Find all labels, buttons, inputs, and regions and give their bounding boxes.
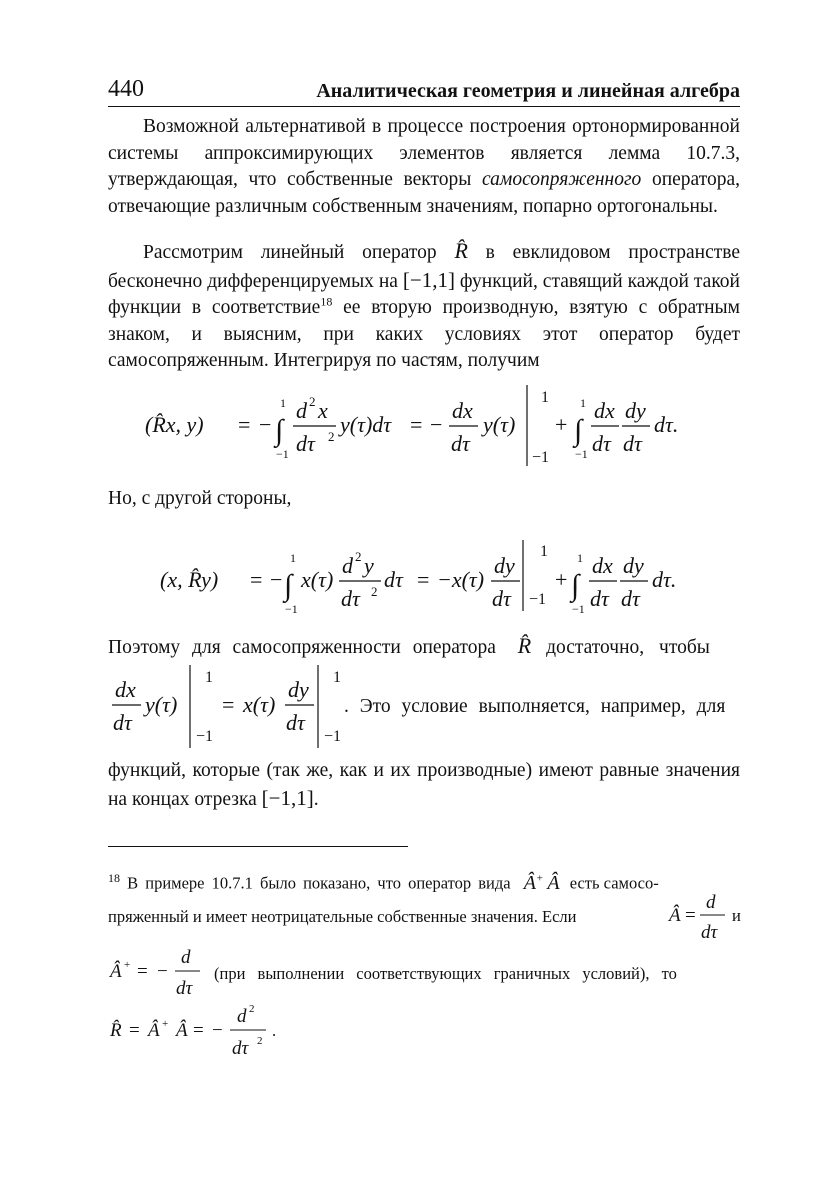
operator-r-hat-2: R̂ [517,633,532,658]
paragraph-2 [108,238,740,375]
fn-aplus-hat: Â [110,961,122,982]
eq1-minus1: − [259,412,272,437]
page-header [108,76,740,107]
eq2-minus1: − [270,567,283,592]
eq1-d2x-2: 2 [309,394,316,409]
fn-r-a: Â [176,1020,188,1041]
footnote-number: 18 [108,871,120,886]
eq1-bar-low: −1 [532,449,550,466]
fn-aplus-d: d [181,947,191,968]
eq1-d2x-x: x [318,398,328,423]
eq1-lhs: (R̂x, y) [145,412,204,437]
eq1-dx: dx [452,398,473,423]
fn-t2b: пряженный и имеет неотрицательные собственные значения. Если [108,907,577,926]
p4-t3: . Это условие выполняется, например, для [344,696,726,717]
eq1-dtau2: dτ [296,431,315,456]
eq2-dtau-a: dτ [384,567,403,592]
eq1-dy: dy [625,398,646,423]
eq2-bar-low: −1 [529,591,547,608]
eq2-dtau: dτ [492,586,511,611]
eq1-int1: ∫ [275,414,284,447]
cond-dx: dx [115,677,136,702]
fn-period: . [272,1021,277,1040]
fn-aplus-a: Â+ Â [523,871,560,894]
footnote-rule [108,846,408,847]
paragraph-1 [108,114,740,220]
fn-eq-aplus: = [137,961,148,982]
p4-t1: Поэтому для самосопряженности оператора [108,637,508,658]
footnote-line-3: (при выполнении соответствующих граничных условий), то [214,964,677,983]
fn-minus-aplus: − [157,961,168,982]
eq2-int2: ∫ [571,569,580,602]
eq2-eq2: = [417,567,430,592]
cond-dy: dy [288,677,309,702]
eq1-eq2: = [410,412,423,437]
fn-aplus-dtau: dτ [176,978,193,999]
eq1-ytau: y(τ) [483,412,516,437]
cond-bar1-low: −1 [196,728,214,745]
paragraph-4 [108,633,740,662]
eq2-xtau: x(τ) [301,567,334,592]
fn-eq-r1: = [129,1020,140,1041]
eq2-int1: ∫ [284,569,293,602]
fn-eq-a: = [685,905,696,926]
eq2-dy2: dy [623,553,644,578]
p2-t2: в евклидовом пространстве бесконечно дифференцируемых на [108,242,740,292]
p5-t1: функций, которые (так же, как и их производные) имеют равные значения на концах отрезка [108,760,740,810]
eq2-dx: dx [592,553,613,578]
cond-eq: = [222,692,235,717]
eq2-bar-up: 1 [540,543,548,560]
eq2-mxtau: −x(τ) [437,567,485,592]
p1-italic: самосопряженного [481,169,642,190]
cond-ytau: y(τ) [145,692,178,717]
eq2-int2-up: 1 [577,551,583,565]
eq1-dx2: dx [594,398,615,423]
eq2-dtau2: dτ [341,586,360,611]
page-number: 440 [108,76,144,102]
footnote-line-1 [108,866,740,896]
eq2-d2y-d: d [342,553,353,578]
eq2-int2-low: −1 [572,602,585,616]
eq1-d2x-d: d [296,398,307,423]
eq2-eq1: = [250,567,263,592]
paragraph-5 [108,758,740,813]
eq1-dtau: dτ [451,431,470,456]
fn-r-d-sq: 2 [249,1003,255,1015]
eq1-int1-low: −1 [276,447,289,461]
eq1-dtau2-sq: 2 [328,429,335,444]
fn-minus-r: − [212,1020,223,1041]
paragraph-3: Но, с другой стороны, [108,488,292,509]
fn-aplus-sup: + [124,959,131,971]
fn-a-dtau: dτ [701,922,718,943]
fn-r-aplus: Â [148,1020,160,1041]
eq2-lhs: (x, R̂y) [160,567,219,592]
p4-t2: достаточно, чтобы [546,637,710,658]
eq2-dtau2-sq: 2 [371,584,378,599]
fn-t2a: есть самосо- [569,873,659,893]
fn-a-hat: Â [669,905,681,926]
p2-t1: Рассмотрим линейный оператор [143,242,455,263]
p2-t4: ее вторую производную, взятую с обратным знаком, и выясним, при каких условиях этот оператор будет самосопряженным. Интегрируя по частям, получим [108,297,740,371]
fn-and: и [732,906,741,925]
fn-t1: В примере 10.7.1 было показано, что оператор вида [120,873,518,893]
footnote-ref: 18 [320,294,333,309]
eq1-int1-up: 1 [280,396,286,410]
fn-eq-r2: = [193,1020,204,1041]
p2-t3: функций, ставящий каждой такой функции в соответствие [108,270,740,318]
eq2-d2y-y: y [364,553,374,578]
eq1-minus2: − [430,412,443,437]
p1-text-a: Возможной альтернативой в процессе построения ортонормированной системы аппроксимирующих элементов является лемма 10.7.3, утверждающая, что собственные векторы [108,116,740,190]
eq2-plus: + [555,567,568,592]
fn-r-hat: R̂ [110,1020,122,1041]
fn-a-d: d [706,892,716,913]
cond-bar2-up: 1 [333,669,341,686]
p1-text-b: оператора, отвечающие различным собственным значениям, попарно ортогональны. [108,169,740,217]
eq2-dtau4: dτ [621,586,640,611]
eq1-dtau-end: dτ. [654,412,679,437]
footnote-line-2 [108,905,740,929]
eq1-int2-low: −1 [575,447,588,461]
interval-2: [−1,1] [261,785,314,810]
fn-r-dtau: dτ [232,1038,249,1059]
interval-1: [−1,1] [402,267,455,292]
eq1-plus: + [555,412,568,437]
eq1-int2: ∫ [574,414,583,447]
fn-r-dtau-sq: 2 [257,1035,263,1047]
fn-r-sup: + [162,1018,169,1030]
fn-r-d: d [237,1006,247,1027]
cond-xtau: x(τ) [243,692,276,717]
cond-dtau: dτ [113,710,132,735]
cond-bar1-up: 1 [205,669,213,686]
eq2-dtau3: dτ [590,586,609,611]
eq2-dy: dy [494,553,515,578]
eq2-d2y-2: 2 [355,549,362,564]
eq1-eq1: = [238,412,251,437]
eq1-bar-up: 1 [541,389,549,406]
eq1-dtau4: dτ [623,431,642,456]
eq2-dtau-end: dτ. [652,567,677,592]
cond-bar2-low: −1 [324,728,342,745]
operator-r-hat: R̂ [454,238,468,263]
eq1-ytau-dtau: y(τ)dτ [340,412,392,437]
cond-dtau2: dτ [286,710,305,735]
eq1-dtau3: dτ [592,431,611,456]
p5-t2: . [313,788,319,810]
eq2-int1-up: 1 [290,551,296,565]
eq2-int1-low: −1 [285,602,298,616]
running-title: Аналитическая геометрия и линейная алгебра [316,80,740,102]
eq1-int2-up: 1 [580,396,586,410]
